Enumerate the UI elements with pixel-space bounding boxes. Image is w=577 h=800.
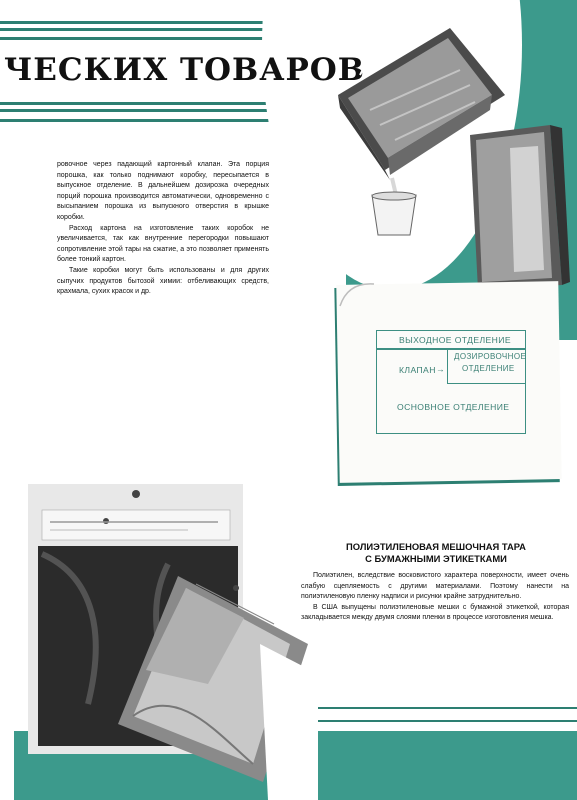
dosing-label-line2: ОТДЕЛЕНИЕ: [462, 364, 515, 373]
section-heading-line1: ПОЛИЭТИЛЕНОВАЯ МЕШОЧНАЯ ТАРА: [346, 541, 526, 552]
paragraph: Такие коробки могут быть использованы и для других сыпучих продуктов бытозой химии: отбеливающих средств, крахмала, сухих красок и др.: [57, 266, 269, 296]
section-heading: [300, 541, 572, 565]
valve-arrow: →: [436, 364, 445, 374]
bottom-stripe-2: [310, 707, 577, 709]
paragraph: ровочное через падающий картонный клапан. Эта порция порошка, как только поднимают коробку, пересыпается в выпускное отделение. В дальнейшем дозирозка очередных порций порошка производится автоматически, одновременно с высыпанием порошка из выпускного отверстия в крышке коробки.: [57, 161, 269, 221]
page-title: ЧЕСКИХ ТОВАРОВ: [4, 52, 365, 88]
valve-label: КЛАПАН: [399, 365, 436, 375]
paragraph: Расход картона на изготовление таких коробок не увеличивается, так как внутренние перегородки повышают сопротивление этой тары на сжатие, а это позволяет применять более тонкий картон.: [57, 224, 269, 264]
title-underline-2: [0, 109, 300, 112]
bottom-stripe-1: [290, 720, 577, 722]
dosing-label-line1: ДОЗИРОВОЧНОЕ: [454, 352, 527, 361]
dosing-compartment: [447, 348, 525, 384]
section-body-text: [301, 571, 569, 624]
paragraph: Полиэтилен, вследствие восковистого характера поверхности, имеет очень слабую сцепляемость с другими материалами. Поэтому нанести на полиэтиленовую пленку надписи и рисунки крайне затруднительно.: [301, 572, 569, 601]
outlet-compartment-label: ВЫХОДНОЕ ОТДЕЛЕНИЕ: [399, 335, 511, 345]
title-underline-3: [0, 119, 300, 122]
box-compartments-diagram: [376, 330, 526, 434]
body-text-column: [57, 160, 269, 298]
paper-fold: [338, 278, 378, 308]
paragraph: В США выпущены полиэтиленовые мешки с бумажной этикеткой, которая закладывается между двумя слоями пленки в процессе изготовления мешка.: [301, 603, 569, 622]
main-compartment-label: ОСНОВНОЕ ОТДЕЛЕНИЕ: [397, 402, 510, 412]
title-underline-1: [0, 102, 300, 105]
section-heading-line2: С БУМАЖНЫМИ ЭТИКЕТКАМИ: [365, 553, 507, 564]
powder-box-photo: [300, 0, 577, 300]
plastic-bags-photo: [28, 484, 318, 800]
